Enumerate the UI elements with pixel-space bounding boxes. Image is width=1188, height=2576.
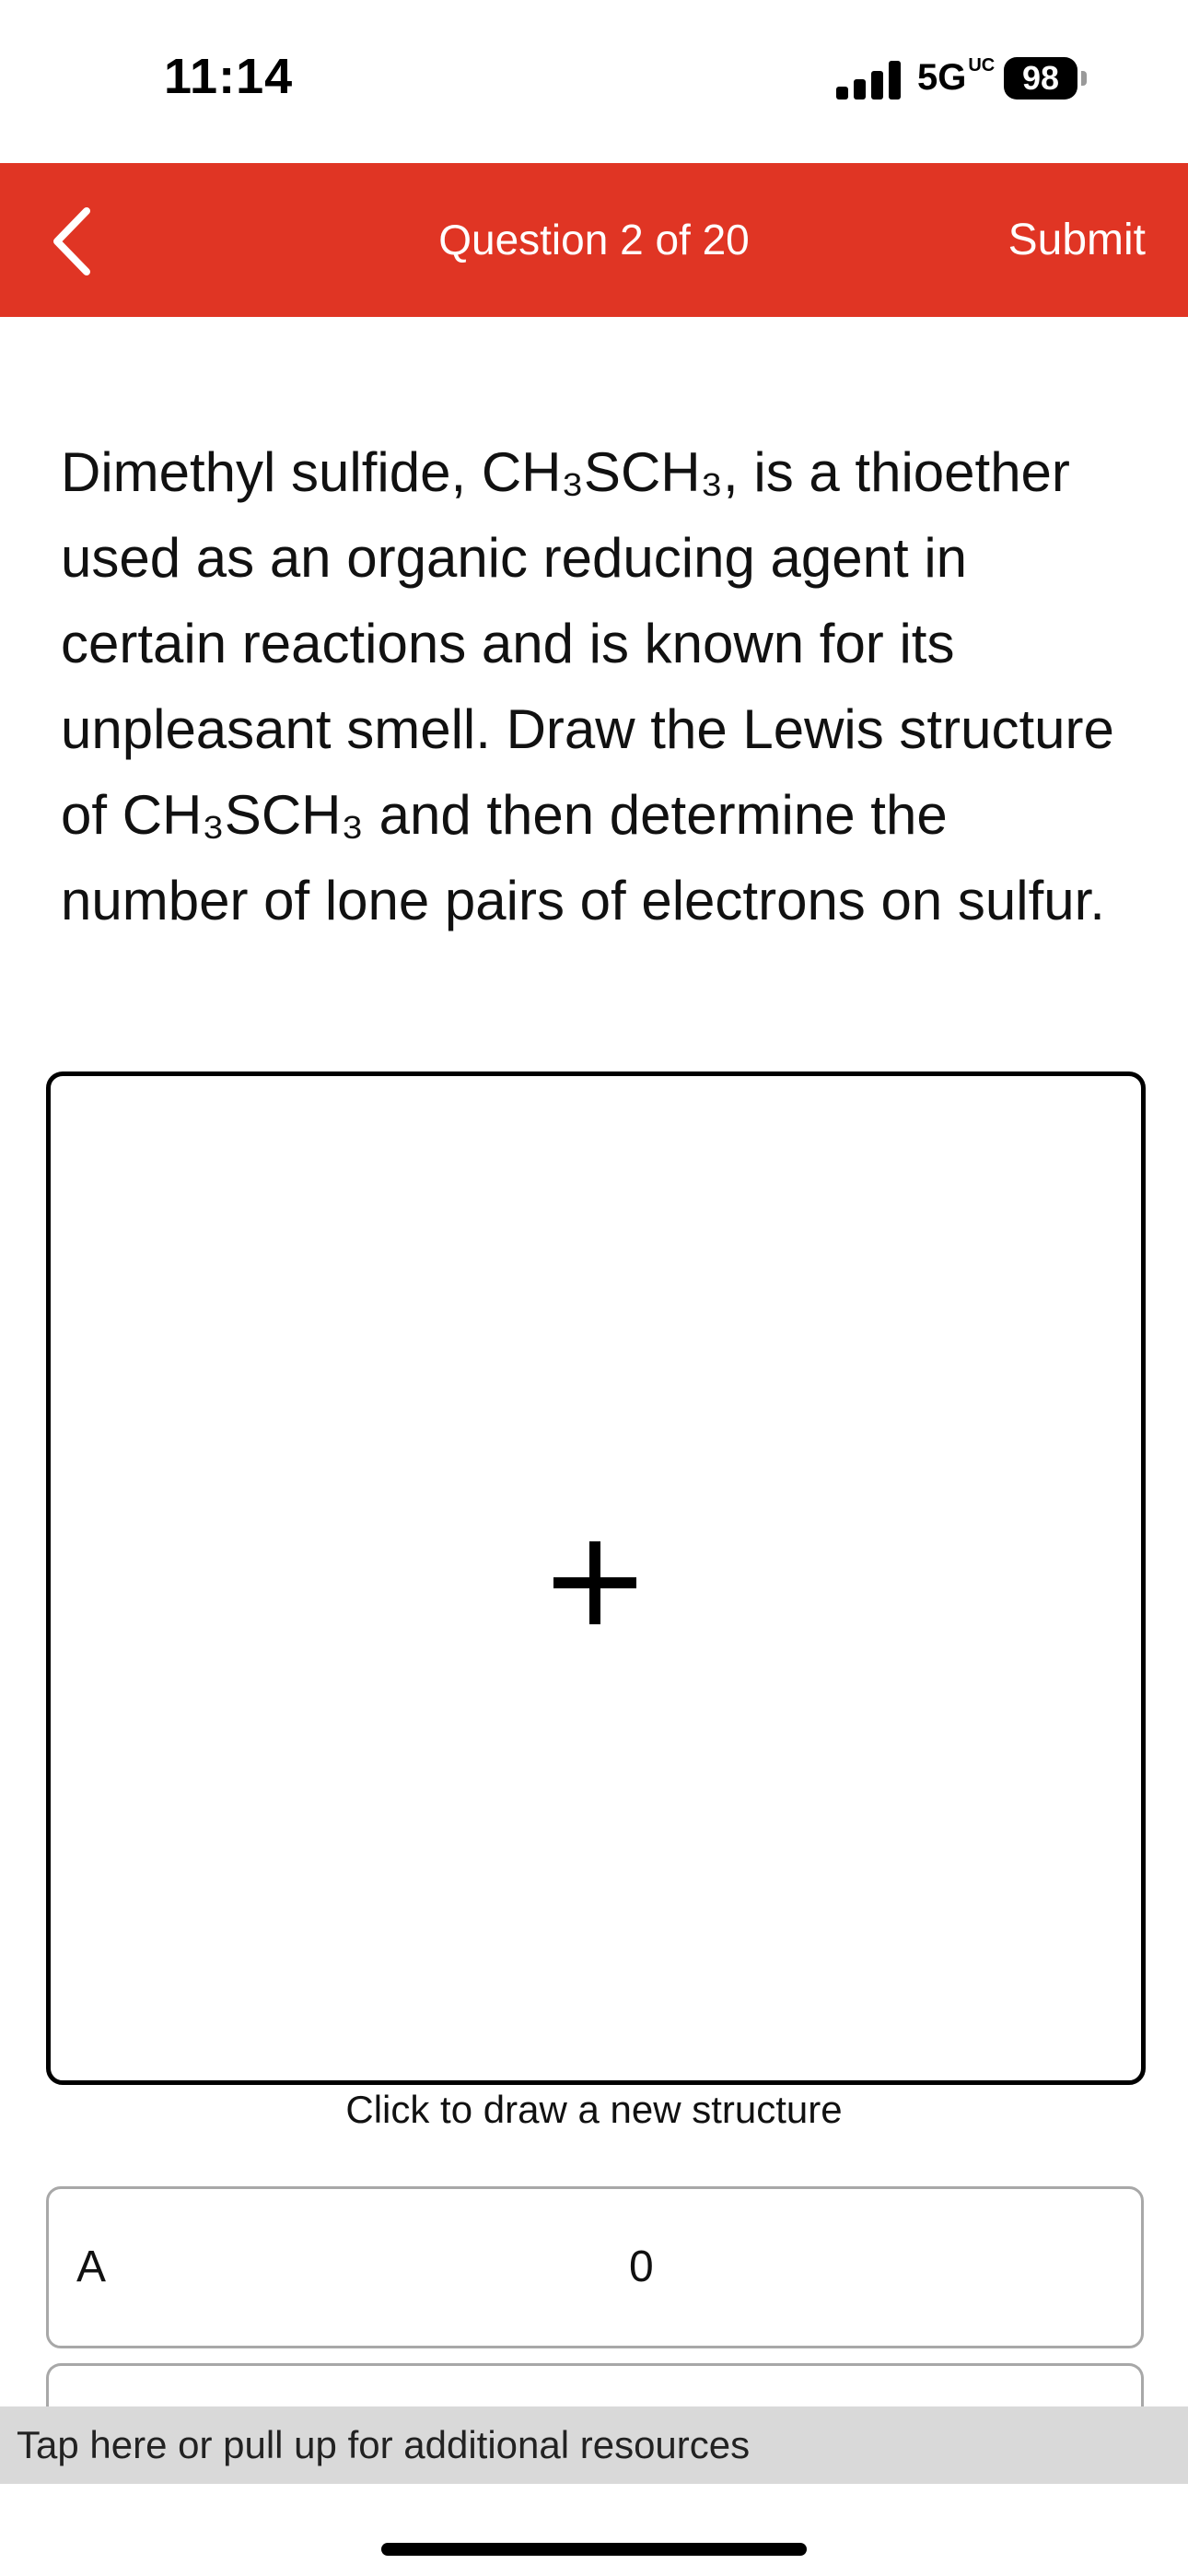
battery-tip — [1081, 71, 1087, 86]
cellular-signal-icon — [836, 61, 901, 100]
submit-button[interactable]: Submit — [1007, 216, 1146, 264]
resources-label: Tap here or pull up for additional resources — [17, 2423, 751, 2466]
page-title: Question 2 of 20 — [438, 216, 750, 263]
plus-icon[interactable] — [553, 1541, 636, 1624]
network-indicator: 5G UC — [917, 55, 996, 98]
resources-drawer-handle[interactable] — [0, 2406, 1188, 2484]
home-indicator[interactable] — [381, 2543, 807, 2556]
draw-caption: Click to draw a new structure — [345, 2088, 843, 2131]
status-bar — [0, 0, 1188, 163]
structure-drawing-area[interactable] — [46, 1071, 1146, 2085]
battery-icon: 98 — [1004, 57, 1077, 100]
answer-option-a[interactable] — [46, 2186, 1144, 2348]
answer-value: 0 — [629, 2242, 654, 2291]
question-text: Dimethyl sulfide, CH₃SCH₃, is a thioether used as an organic reducing agent in certain reactions and is known for its unpleasant smell. Draw the Lewis structure of CH₃SCH₃ and then determine the number of lone pairs of electrons on sulfur. — [61, 441, 1114, 931]
status-time: 11:14 — [164, 49, 294, 104]
app-header — [0, 163, 1188, 317]
answer-letter: A — [76, 2242, 107, 2291]
